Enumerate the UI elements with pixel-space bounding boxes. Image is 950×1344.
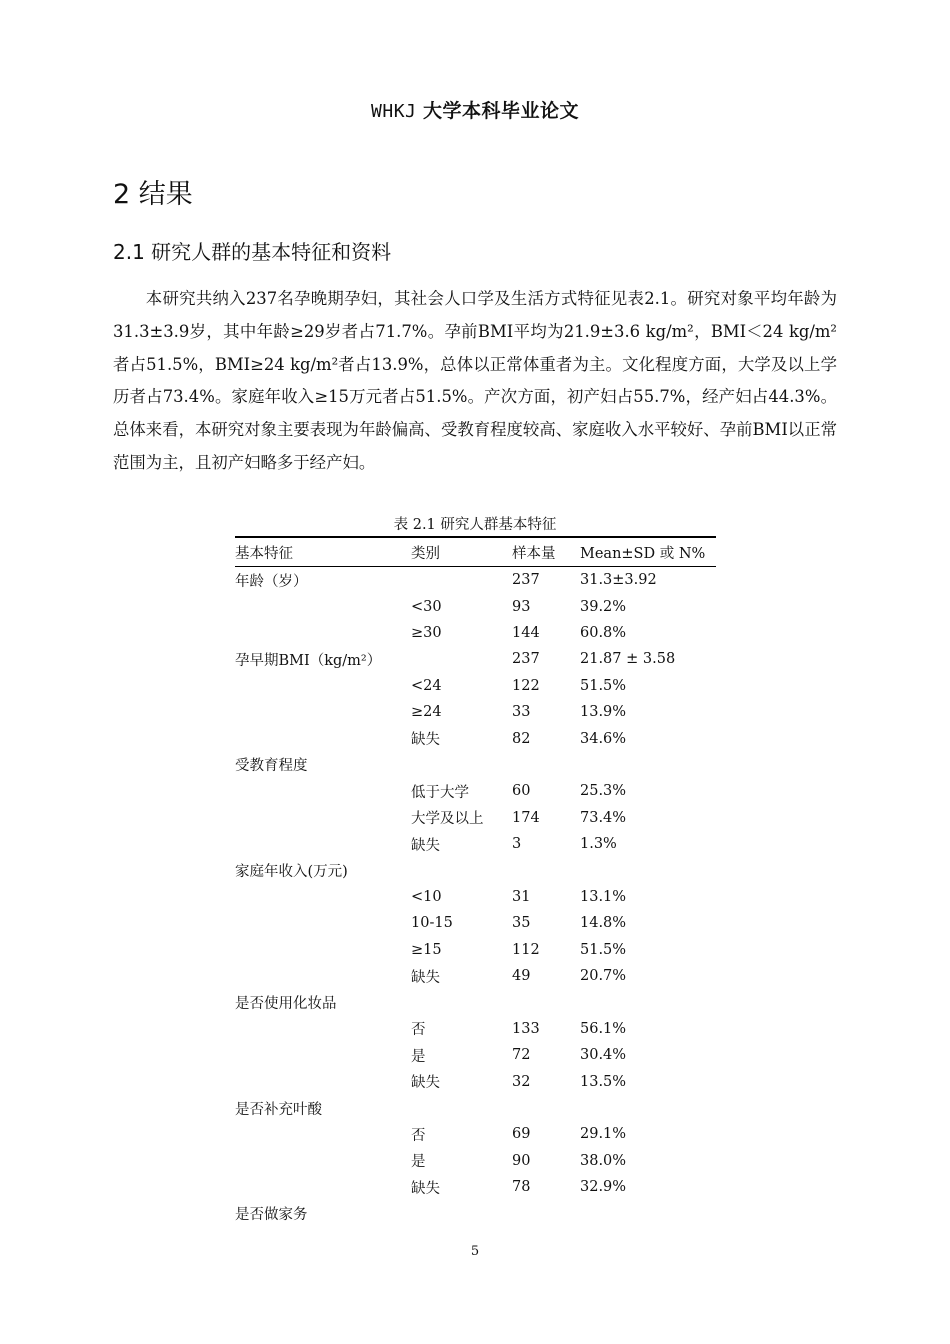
cell-feature: [235, 936, 411, 962]
cell-category: [411, 857, 512, 883]
header-cell-feature: 基本特征: [235, 537, 411, 567]
cell-value: 1.3%: [580, 836, 617, 853]
cell-sample-size: 122: [512, 677, 540, 694]
cell-sample-size: 78: [512, 1179, 531, 1196]
table-row: [235, 593, 716, 619]
cell-category: [411, 1200, 512, 1226]
cell-value: 39.2%: [580, 598, 627, 615]
cell-feature: [235, 963, 411, 989]
cell-feature: [235, 673, 411, 699]
cell-value: 56.1%: [580, 1020, 627, 1037]
table-body: [235, 567, 716, 1227]
header-title: 大学本科毕业论文: [422, 100, 579, 122]
table-row: [235, 1148, 716, 1174]
cell-value: 13.5%: [580, 1073, 627, 1090]
cell-value: [580, 989, 716, 1015]
table-row: [235, 910, 716, 936]
table-row: [235, 1016, 716, 1042]
cell-category: 缺失: [411, 837, 440, 854]
table-row: [235, 725, 716, 751]
cell-value: 13.9%: [580, 704, 627, 721]
cell-category: 10-15: [411, 915, 453, 932]
cell-value: 51.5%: [580, 941, 627, 958]
cell-feature: 是否使用化妆品: [235, 995, 337, 1012]
cell-category: ≥15: [411, 941, 442, 958]
cell-value: 14.8%: [580, 915, 627, 932]
table-caption: 表 2.1 研究人群基本特征: [393, 517, 557, 533]
cell-sample-size: 112: [512, 941, 540, 958]
header-cell-value: Mean±SD 或 N%: [580, 537, 716, 567]
section-heading: 2 结果: [113, 179, 193, 210]
cell-value: 51.5%: [580, 677, 627, 694]
cell-sample-size: 90: [512, 1152, 531, 1169]
table-row: [235, 778, 716, 804]
cell-sample-size: [512, 752, 580, 778]
cell-value: 29.1%: [580, 1126, 627, 1143]
table-row: [235, 1042, 716, 1068]
cell-sample-size: 93: [512, 598, 531, 615]
cell-feature: 孕早期BMI（kg/m²）: [235, 652, 382, 669]
cell-sample-size: 31: [512, 888, 531, 905]
cell-feature: [235, 1148, 411, 1174]
table-row: [235, 699, 716, 725]
table-row: [235, 963, 716, 989]
cell-sample-size: 82: [512, 730, 531, 747]
table-row: [235, 673, 716, 699]
cell-category: 缺失: [411, 969, 440, 986]
cell-value: 13.1%: [580, 888, 627, 905]
cell-sample-size: 32: [512, 1073, 531, 1090]
cell-value: 31.3±3.92: [580, 572, 657, 589]
cell-sample-size: 237: [512, 651, 540, 668]
cell-sample-size: [512, 1200, 580, 1226]
table-row: [235, 805, 716, 831]
cell-value: 60.8%: [580, 624, 627, 641]
cell-value: 38.0%: [580, 1152, 627, 1169]
cell-feature: [235, 1042, 411, 1068]
cell-feature: [235, 1016, 411, 1042]
table-row: [235, 752, 716, 778]
cell-value: [580, 857, 716, 883]
table-row: [235, 620, 716, 646]
table-row: [235, 989, 716, 1015]
cell-value: [580, 752, 716, 778]
cell-value: 73.4%: [580, 809, 627, 826]
cell-feature: [235, 831, 411, 857]
cell-sample-size: 72: [512, 1047, 531, 1064]
cell-value: 32.9%: [580, 1179, 627, 1196]
cell-category: [411, 1095, 512, 1121]
table-row: [235, 646, 716, 672]
cell-feature: [235, 1068, 411, 1094]
cell-feature: [235, 805, 411, 831]
cell-category: <24: [411, 677, 442, 694]
cell-feature: 受教育程度: [235, 758, 308, 775]
cell-feature: [235, 1121, 411, 1147]
cell-category: 是: [411, 1048, 426, 1065]
table-row: [235, 1095, 716, 1121]
cell-sample-size: 133: [512, 1020, 540, 1037]
table-row: [235, 884, 716, 910]
subsection-heading: 2.1 研究人群的基本特征和资料: [113, 240, 392, 264]
cell-sample-size: 33: [512, 704, 531, 721]
header-cell-category: 类别: [411, 537, 512, 567]
cell-feature: [235, 778, 411, 804]
table-row: [235, 1200, 716, 1226]
header-latin: WHKJ: [371, 101, 417, 122]
cell-feature: [235, 699, 411, 725]
cell-category: 否: [411, 1022, 426, 1039]
cell-value: 20.7%: [580, 968, 627, 985]
table-row: [235, 1174, 716, 1200]
cell-category: 是: [411, 1154, 426, 1171]
cell-sample-size: 3: [512, 836, 522, 853]
cell-sample-size: 144: [512, 624, 540, 641]
cell-category: [411, 567, 512, 594]
cell-category: <10: [411, 888, 442, 905]
table-row: [235, 936, 716, 962]
table-row: [235, 1121, 716, 1147]
cell-feature: [235, 910, 411, 936]
cell-value: [580, 1095, 716, 1121]
cell-category: 否: [411, 1127, 426, 1144]
running-header: [0, 96, 950, 123]
cell-feature: 年龄（岁）: [235, 573, 308, 590]
cell-feature: 是否补充叶酸: [235, 1101, 322, 1118]
cell-feature: [235, 1174, 411, 1200]
cell-sample-size: 49: [512, 968, 531, 985]
table-header-row: [235, 537, 716, 567]
cell-category: 缺失: [411, 1075, 440, 1092]
cell-feature: 家庭年收入(万元): [235, 863, 348, 880]
characteristics-table: [235, 536, 716, 1227]
body-paragraph: 本研究共纳入237名孕晚期孕妇，其社会人口学及生活方式特征见表2.1。研究对象平均年龄为31.3±3.9岁，其中年龄≥29岁者占71.7%。孕前BMI平均为21.9±3.6 kg/m²，BMI＜24 kg/m²者占51.5%，BMI≥24 kg/m²者占13.9%，总体以正常体重者为主。文化程度方面，大学及以上学历者占73.4%。家庭年收入≥15万元者占51.5%。产次方面，初产妇占55.7%，经产妇占44.3%。总体来看，本研究对象主要表现为年龄偏高、受教育程度较高、家庭收入水平较好、孕前BMI以正常范围为主，且初产妇略多于经产妇。: [113, 289, 837, 472]
cell-feature: [235, 725, 411, 751]
cell-category: ≥24: [411, 704, 442, 721]
cell-sample-size: 69: [512, 1126, 531, 1143]
cell-category: 低于大学: [411, 784, 469, 801]
table-row: [235, 831, 716, 857]
cell-category: <30: [411, 598, 442, 615]
cell-sample-size: [512, 989, 580, 1015]
page-number: 5: [470, 1244, 480, 1259]
cell-category: ≥30: [411, 624, 442, 641]
table-row: [235, 567, 716, 594]
cell-feature: [235, 884, 411, 910]
cell-sample-size: 174: [512, 809, 540, 826]
cell-category: [411, 646, 512, 672]
cell-feature: [235, 593, 411, 619]
cell-category: 缺失: [411, 732, 440, 749]
cell-sample-size: 35: [512, 915, 531, 932]
cell-category: 缺失: [411, 1180, 440, 1197]
cell-sample-size: [512, 1095, 580, 1121]
cell-feature: [235, 620, 411, 646]
cell-feature: 是否做家务: [235, 1207, 308, 1224]
cell-value: 34.6%: [580, 730, 627, 747]
cell-category: [411, 752, 512, 778]
cell-category: 大学及以上: [411, 811, 484, 828]
table-row: [235, 1068, 716, 1094]
header-cell-sample-size: 样本量: [512, 537, 580, 567]
cell-value: 21.87 ± 3.58: [580, 651, 676, 668]
cell-sample-size: 60: [512, 783, 531, 800]
cell-value: [580, 1200, 716, 1226]
cell-value: 25.3%: [580, 783, 627, 800]
cell-sample-size: [512, 857, 580, 883]
cell-category: [411, 989, 512, 1015]
cell-sample-size: 237: [512, 572, 540, 589]
cell-value: 30.4%: [580, 1047, 627, 1064]
table-row: [235, 857, 716, 883]
